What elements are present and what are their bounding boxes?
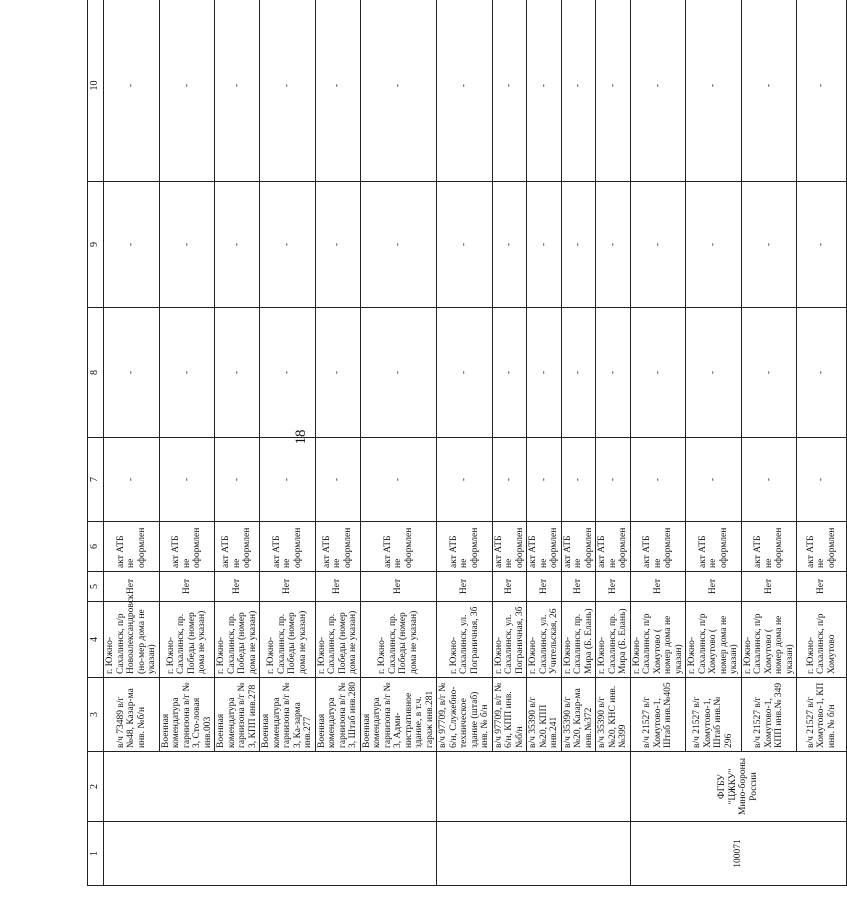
col8-cell: - xyxy=(686,308,742,438)
col8-cell: - xyxy=(104,308,160,438)
col6-cell: акт АТБ не оформлен xyxy=(596,522,631,572)
col6-cell: акт АТБ не оформлен xyxy=(104,522,160,572)
address-cell: г. Южно-Сахалинск, ул. Пограничная, 3б xyxy=(437,602,493,678)
address-cell: г. Южно-Сахалинск, п/р Новоалександровск (но-мер дома не указан) xyxy=(104,602,160,678)
address-cell: г. Южно-Сахалинск, пр. Победы (номер дома не указан) xyxy=(260,602,316,678)
address-cell: г. Южно-Сахалинск, ул. Пограничная, 3б xyxy=(492,602,527,678)
col5-cell: Нет xyxy=(527,572,562,602)
col9-cell: - xyxy=(527,182,562,308)
col8-cell: - xyxy=(159,308,215,438)
col7-cell: - xyxy=(492,438,527,522)
col5-cell: Нет xyxy=(437,572,493,602)
object-name-cell: Военная комендатура гарнизона в/г № 3, Ка-зарма инв.277 xyxy=(260,678,316,752)
header-cell: 7 xyxy=(88,438,104,522)
col8-cell: - xyxy=(527,308,562,438)
col7-cell: - xyxy=(104,438,160,522)
object-name-cell: Военная комендатура гарнизона в/г № 3, Адми-нистративное здание, в т.ч. гараж инв.281 xyxy=(360,678,437,752)
col6-cell: акт АТБ не оформлен xyxy=(686,522,742,572)
col8-cell: - xyxy=(437,308,493,438)
col9-cell: - xyxy=(686,182,742,308)
col10-cell: - xyxy=(360,0,437,182)
header-cell: 6 xyxy=(88,522,104,572)
table-row xyxy=(104,0,160,886)
col7-cell: - xyxy=(260,438,316,522)
table-row xyxy=(630,0,686,886)
col10-cell: - xyxy=(437,0,493,182)
table-body xyxy=(88,0,847,886)
organization-cell xyxy=(104,752,437,822)
header-cell: 8 xyxy=(88,308,104,438)
col8-cell: - xyxy=(260,308,316,438)
col6-cell: акт АТБ не оформлен xyxy=(360,522,437,572)
col10-cell: - xyxy=(686,0,742,182)
col8-cell: - xyxy=(797,308,847,438)
object-name-cell: в/ч 73489 в/г №48, Казар-ма инв. №б/н xyxy=(104,678,160,752)
col9-cell: - xyxy=(741,182,797,308)
col7-cell: - xyxy=(527,438,562,522)
register-table xyxy=(87,0,847,886)
col9-cell: - xyxy=(315,182,360,308)
col5-cell: Нет xyxy=(561,572,596,602)
col9-cell: - xyxy=(492,182,527,308)
address-cell: г. Южно-Сахалинск, п/р Хомутово ( номер дома не указан) xyxy=(686,602,742,678)
col7-cell: - xyxy=(215,438,260,522)
table-row xyxy=(437,0,493,886)
address-cell: г. Южно-Сахалинск, п/р Хомутово ( номер дома не указан) xyxy=(741,602,797,678)
col5-cell: Нет xyxy=(686,572,742,602)
col7-cell: - xyxy=(741,438,797,522)
col7-cell: - xyxy=(686,438,742,522)
address-cell: г. Южно-Сахалинск, пр. Мира (Б. Елань) xyxy=(561,602,596,678)
col6-cell: акт АТБ не оформлен xyxy=(561,522,596,572)
object-name-cell: в/ч 35390 в/г №20, КНС инв.№399 xyxy=(596,678,631,752)
col9-cell: - xyxy=(215,182,260,308)
col8-cell: - xyxy=(315,308,360,438)
code-cell xyxy=(437,822,631,886)
page-number: 18 xyxy=(293,429,309,445)
col10-cell: - xyxy=(260,0,316,182)
address-cell: г. Южно-Сахалинск, пр. Победы (номер дома не указан) xyxy=(360,602,437,678)
col10-cell: - xyxy=(492,0,527,182)
col10-cell: - xyxy=(797,0,847,182)
address-cell: г. Южно-Сахалинск, п/р Хомутово xyxy=(797,602,847,678)
col6-cell: акт АТБ не оформлен xyxy=(492,522,527,572)
object-name-cell: в/ч 35390 в/г №20, Казар-ма инв.№372 xyxy=(561,678,596,752)
object-name-cell: в/ч 97709, в/г № 6/н, Служебно-техническое здание (штаб) инв. № б/н xyxy=(437,678,493,752)
col9-cell: - xyxy=(630,182,686,308)
col6-cell: акт АТБ не оформлен xyxy=(741,522,797,572)
col7-cell: - xyxy=(797,438,847,522)
address-cell: г. Южно-Сахалинск, п/р Хомутово ( номер дома не указан) xyxy=(630,602,686,678)
col10-cell: - xyxy=(630,0,686,182)
col9-cell: - xyxy=(260,182,316,308)
col10-cell: - xyxy=(315,0,360,182)
col10-cell: - xyxy=(104,0,160,182)
organization-cell xyxy=(437,752,631,822)
col9-cell: - xyxy=(360,182,437,308)
object-name-cell: в/ч 21527 в/г Хомутово-1, Штаб инв.№405 xyxy=(630,678,686,752)
col10-cell: - xyxy=(215,0,260,182)
col9-cell: - xyxy=(561,182,596,308)
object-name-cell: в/ч 21527 в/г Хомутово-1, КПП инв.№ 349 xyxy=(741,678,797,752)
col8-cell: - xyxy=(492,308,527,438)
col5-cell: Нет xyxy=(260,572,316,602)
col5-cell: Нет xyxy=(797,572,847,602)
col5-cell: Нет xyxy=(315,572,360,602)
address-cell: г. Южно-Сахалинск, ул. Учительская, 26 xyxy=(527,602,562,678)
header-row xyxy=(88,0,104,886)
col5-cell: Нет xyxy=(596,572,631,602)
address-cell: г. Южно-Сахалинск, пр. Победы (номер дома не указан) xyxy=(215,602,260,678)
col5-cell: Нет xyxy=(630,572,686,602)
col6-cell: акт АТБ не оформлен xyxy=(527,522,562,572)
object-name-cell: Военная комендатура гарнизона в/г № 3, Сто-ловая инв.003 xyxy=(159,678,215,752)
col7-cell: - xyxy=(596,438,631,522)
object-name-cell: Военная комендатура гарнизона в/г № 3, КПП инв.278 xyxy=(215,678,260,752)
header-cell: 9 xyxy=(88,182,104,308)
col10-cell: - xyxy=(741,0,797,182)
col8-cell: - xyxy=(561,308,596,438)
col6-cell: акт АТБ не оформлен xyxy=(797,522,847,572)
col5-cell: Нет xyxy=(360,572,437,602)
object-name-cell: в/ч 21527 в/г Хомутово-1, Штаб инв.№ 296 xyxy=(686,678,742,752)
organization-cell: ФГБУ "ЦЖКУ" Мино-бороны России xyxy=(630,752,847,822)
col8-cell: - xyxy=(741,308,797,438)
col7-cell: - xyxy=(561,438,596,522)
col5-cell: Нет xyxy=(492,572,527,602)
address-cell: г. Южно-Сахалинск, пр. Победы (номер дома не указан) xyxy=(159,602,215,678)
object-name-cell: в/ч 97709, в/г № 6/н, КПП инв. №б/н xyxy=(492,678,527,752)
header-cell: 3 xyxy=(88,678,104,752)
register-table-wrapper xyxy=(87,40,837,886)
col10-cell: - xyxy=(596,0,631,182)
code-cell: 100071 xyxy=(630,822,847,886)
col6-cell: акт АТБ не оформлен xyxy=(260,522,316,572)
col5-cell: Нет xyxy=(215,572,260,602)
col9-cell: - xyxy=(596,182,631,308)
col6-cell: акт АТБ не оформлен xyxy=(159,522,215,572)
col8-cell: - xyxy=(215,308,260,438)
header-cell: 2 xyxy=(88,752,104,822)
col7-cell: - xyxy=(630,438,686,522)
object-name-cell: Военная комендатура гарнизона в/г № 3, Штаб инв.280 xyxy=(315,678,360,752)
object-name-cell: в/ч 21527 в/г Хомутово-1, КП инв. № б/н xyxy=(797,678,847,752)
col5-cell: Нет xyxy=(159,572,215,602)
col9-cell: - xyxy=(797,182,847,308)
header-cell: 5 xyxy=(88,572,104,602)
col6-cell: акт АТБ не оформлен xyxy=(437,522,493,572)
header-cell: 1 xyxy=(88,822,104,886)
col6-cell: акт АТБ не оформлен xyxy=(315,522,360,572)
col6-cell: акт АТБ не оформлен xyxy=(215,522,260,572)
col5-cell: Нет xyxy=(104,572,160,602)
col7-cell: - xyxy=(159,438,215,522)
col8-cell: - xyxy=(630,308,686,438)
address-cell: г. Южно-Сахалинск, пр. Победы (номер дома не указан) xyxy=(315,602,360,678)
col7-cell: - xyxy=(315,438,360,522)
object-name-cell: в/ч 35390 в/г №20, КПП инв.241 xyxy=(527,678,562,752)
code-cell xyxy=(104,822,437,886)
col10-cell: - xyxy=(561,0,596,182)
col8-cell: - xyxy=(596,308,631,438)
col9-cell: - xyxy=(437,182,493,308)
header-cell: 4 xyxy=(88,602,104,678)
address-cell: г. Южно-Сахалинск, пр. Мира (Б. Елань) xyxy=(596,602,631,678)
col9-cell: - xyxy=(159,182,215,308)
col10-cell: - xyxy=(159,0,215,182)
header-cell: 10 xyxy=(88,0,104,182)
col6-cell: акт АТБ не оформлен xyxy=(630,522,686,572)
col5-cell: Нет xyxy=(741,572,797,602)
col9-cell: - xyxy=(104,182,160,308)
col7-cell: - xyxy=(437,438,493,522)
col8-cell: - xyxy=(360,308,437,438)
col7-cell: - xyxy=(360,438,437,522)
col10-cell: - xyxy=(527,0,562,182)
